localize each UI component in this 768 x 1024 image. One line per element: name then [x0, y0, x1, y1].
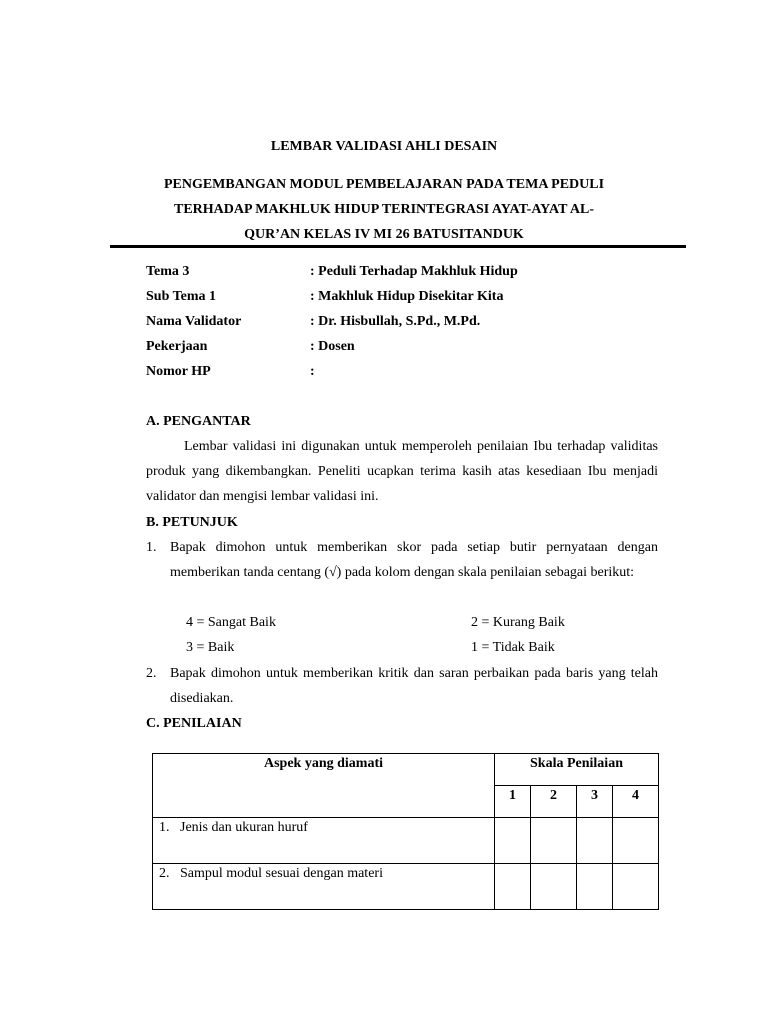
identity-label-tema: Tema 3	[146, 264, 190, 279]
aspect-header: Aspek yang diamati	[153, 754, 495, 818]
identity-value-validator: : Dr. Hisbullah, S.Pd., M.Pd.	[310, 314, 481, 329]
identity-label-hp: Nomor HP	[146, 364, 211, 379]
subtitle-line-2: TERHADAP MAKHLUK HIDUP TERINTEGRASI AYAT-AYAT AL-	[174, 202, 594, 217]
section-c-heading: C. PENILAIAN	[146, 716, 242, 731]
scale-col-4: 4	[613, 786, 659, 818]
scale-col-2: 2	[531, 786, 577, 818]
score-cell[interactable]	[495, 864, 531, 910]
title-divider	[110, 245, 686, 248]
identity-value-hp: :	[310, 364, 315, 379]
score-cell[interactable]	[577, 818, 613, 864]
aspect-cell: 2. Sampul modul sesuai dengan materi	[153, 864, 495, 910]
identity-value-tema: : Peduli Terhadap Makhluk Hidup	[310, 264, 518, 279]
assessment-table	[152, 753, 659, 910]
instruction-2-text: Bapak dimohon untuk memberikan kritik dan saran perbaikan pada baris yang telah disediakan.	[170, 666, 658, 706]
document-title: LEMBAR VALIDASI AHLI DESAIN	[270, 139, 498, 154]
table-row	[153, 818, 659, 864]
section-a-text: Lembar validasi ini digunakan untuk memperoleh penilaian Ibu terhadap validitas produk yang dikembangkan. Peneliti ucapkan terima kasih atas kesediaan Ibu menjadi validator dan mengisi lembar validasi ini.	[146, 439, 658, 504]
identity-value-subtema: : Makhluk Hidup Disekitar Kita	[310, 289, 504, 304]
table-row	[153, 864, 659, 910]
instruction-1-text: Bapak dimohon untuk memberikan skor pada setiap butir pernyataan dengan memberikan tanda centang (√) pada kolom dengan skala penilaian sebagai berikut:	[170, 540, 658, 580]
scale-3-label: 3 = Baik	[186, 640, 235, 655]
section-b-heading: B. PETUNJUK	[146, 515, 238, 530]
scale-4-label: 4 = Sangat Baik	[186, 615, 276, 630]
score-cell[interactable]	[613, 818, 659, 864]
scale-1-label: 1 = Tidak Baik	[471, 640, 555, 655]
scale-2-label: 2 = Kurang Baik	[471, 615, 565, 630]
identity-label-validator: Nama Validator	[146, 314, 242, 329]
score-cell[interactable]	[495, 818, 531, 864]
scale-col-3: 3	[577, 786, 613, 818]
score-cell[interactable]	[613, 864, 659, 910]
instruction-2-number: 2.	[146, 666, 157, 681]
score-cell[interactable]	[531, 864, 577, 910]
subtitle-line-1: PENGEMBANGAN MODUL PEMBELAJARAN PADA TEMA PEDULI	[163, 177, 605, 192]
section-a-heading: A. PENGANTAR	[146, 414, 251, 429]
identity-value-pekerjaan: : Dosen	[310, 339, 355, 354]
score-cell[interactable]	[577, 864, 613, 910]
identity-label-subtema: Sub Tema 1	[146, 289, 217, 304]
aspect-cell: 1. Jenis dan ukuran huruf	[153, 818, 495, 864]
scale-header: Skala Penilaian	[495, 754, 659, 786]
subtitle-line-3: QUR’AN KELAS IV MI 26 BATUSITANDUK	[244, 227, 524, 242]
scale-col-1: 1	[495, 786, 531, 818]
score-cell[interactable]	[531, 818, 577, 864]
instruction-1-number: 1.	[146, 540, 157, 555]
identity-label-pekerjaan: Pekerjaan	[146, 339, 208, 354]
